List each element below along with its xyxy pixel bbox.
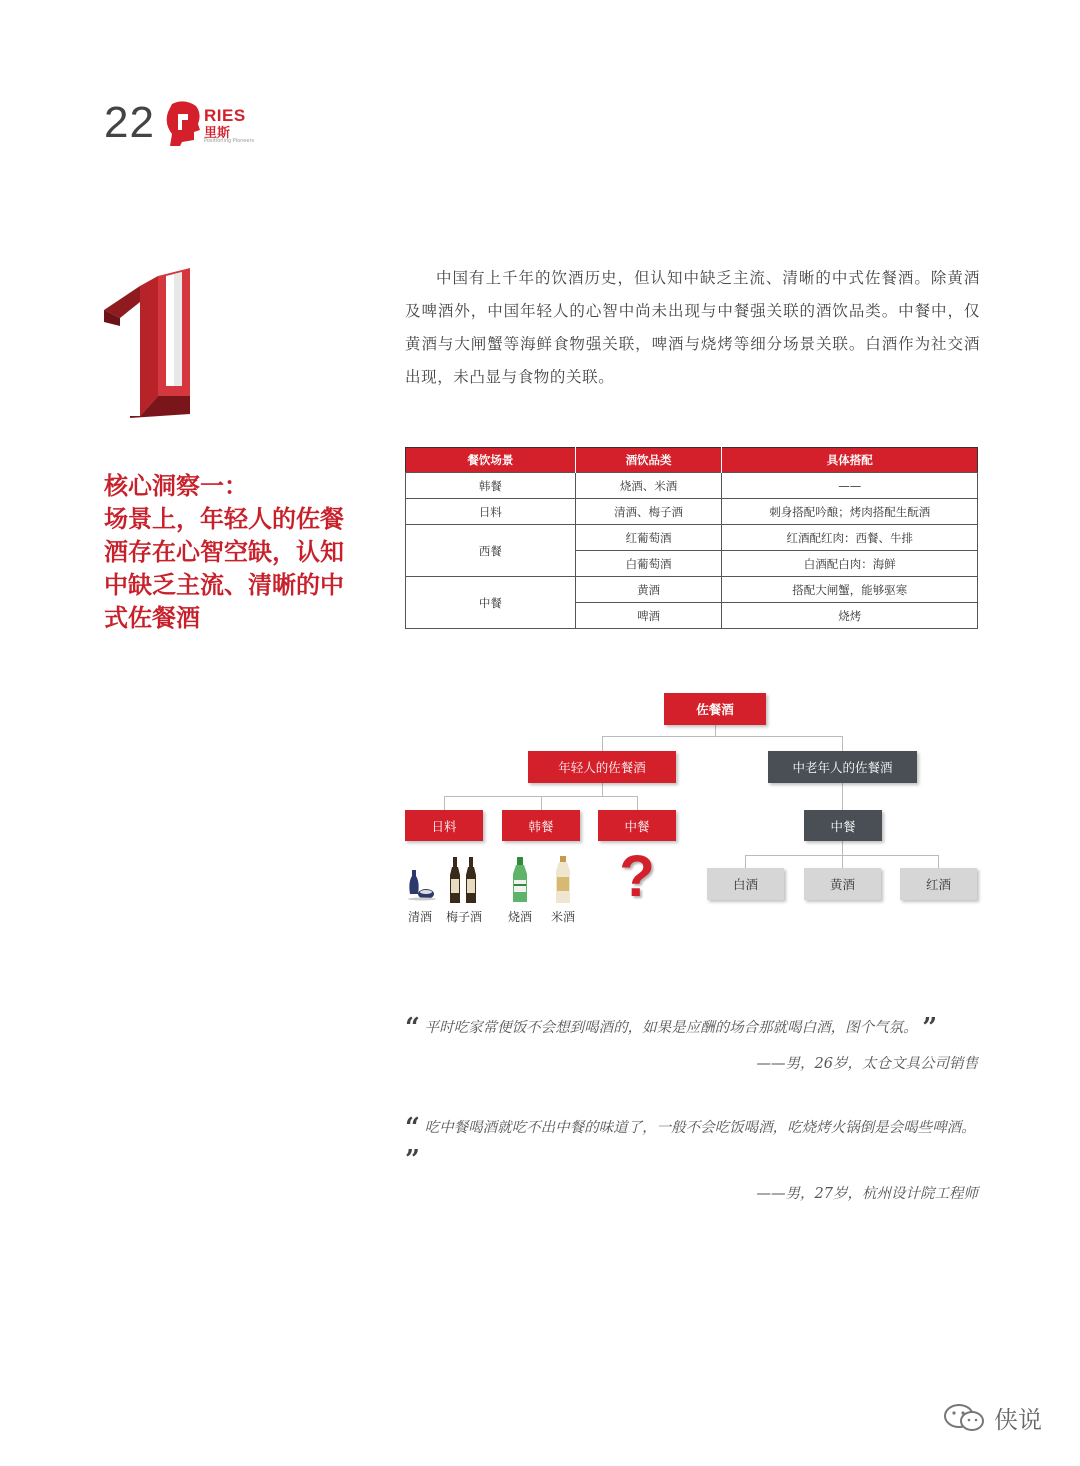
cell-drink: 啤酒 xyxy=(575,603,722,629)
watermark-text: 侠说 xyxy=(994,1406,1042,1434)
table-header-row xyxy=(406,448,978,473)
tree-node-chinese-young: 中餐 xyxy=(598,810,676,841)
cell-pairing: 搭配大闸蟹，能够驱寒 xyxy=(722,577,978,603)
quote-text: 吃中餐喝酒就吃不出中餐的味道了，一般不会吃饭喝酒，吃烧烤火锅倒是会喝些啤酒。 xyxy=(424,1120,976,1136)
cell-scene: 日料 xyxy=(406,499,576,525)
drink-label-soju: 烧酒 xyxy=(507,910,532,924)
close-quote-icon: ” xyxy=(922,1013,938,1043)
insight-line: 核心洞察一： xyxy=(104,472,248,500)
plum-wine-bottles-icon xyxy=(448,855,480,905)
numeral-one-graphic xyxy=(100,266,196,422)
tree-leaf-baijiu: 白酒 xyxy=(707,868,784,900)
wechat-icon xyxy=(942,1403,988,1433)
tree-root: 佐餐酒 xyxy=(664,693,766,725)
ries-head-icon xyxy=(164,100,204,146)
watermark xyxy=(942,1400,1042,1435)
insight-line: 式佐餐酒 xyxy=(104,604,200,632)
drink-label-rice-wine: 米酒 xyxy=(550,910,575,924)
logo-tagline: Positioning Pioneers xyxy=(204,138,255,144)
table-row xyxy=(406,525,978,551)
tree-node-japanese: 日料 xyxy=(405,810,483,841)
cell-drink: 烧酒、米酒 xyxy=(575,473,722,499)
table-row xyxy=(406,577,978,603)
drink-label-sake: 清酒 xyxy=(407,910,432,924)
cell-pairing: —— xyxy=(722,473,978,499)
quote-1 xyxy=(405,1012,980,1044)
pairing-table xyxy=(405,447,978,629)
tree-young: 年轻人的佐餐酒 xyxy=(528,751,676,783)
connector xyxy=(602,736,603,751)
soju-bottle-icon xyxy=(510,856,530,904)
question-mark-icon: ? xyxy=(619,844,655,909)
insight-line: 场景上，年轻人的佐餐 xyxy=(104,505,344,533)
header-pairing: 具体搭配 xyxy=(722,448,978,473)
tree-node-korean: 韩餐 xyxy=(502,810,580,841)
insight-line: 中缺乏主流、清晰的中 xyxy=(104,571,344,599)
connector xyxy=(745,855,746,868)
connector xyxy=(541,796,542,810)
cell-pairing: 红酒配红肉：西餐、牛排 xyxy=(722,525,978,551)
cell-scene: 西餐 xyxy=(406,525,576,577)
drink-label-plum-wine: 梅子酒 xyxy=(445,910,482,924)
connector xyxy=(745,855,939,856)
cell-pairing: 烧烤 xyxy=(722,603,978,629)
quote-attribution: ——男，27岁，杭州设计院工程师 xyxy=(756,1186,978,1202)
close-quote-icon: ” xyxy=(405,1145,420,1175)
intro-paragraph: 中国有上千年的饮酒历史，但认知中缺乏主流、清晰的中式佐餐酒。除黄酒及啤酒外，中国年轻人的心智中尚未出现与中餐强关联的酒饮品类。中餐中，仅黄酒与大闸蟹等海鲜食物强关联，啤酒与烧烤等细分场景关联。白酒作为社交酒出现，未凸显与食物的关联。 xyxy=(405,269,980,386)
connector xyxy=(842,783,843,810)
cell-drink: 红葡萄酒 xyxy=(575,525,722,551)
ries-logo xyxy=(164,100,264,148)
cell-drink: 黄酒 xyxy=(575,577,722,603)
cell-scene: 中餐 xyxy=(406,577,576,629)
cell-drink: 清酒、梅子酒 xyxy=(575,499,722,525)
insight-line: 酒存在心智空缺，认知 xyxy=(104,538,344,566)
connector xyxy=(842,736,843,751)
table-row xyxy=(406,473,978,499)
tree-older: 中老年人的佐餐酒 xyxy=(768,751,917,783)
cell-drink: 白葡萄酒 xyxy=(575,551,722,577)
tree-leaf-redwine: 红酒 xyxy=(900,868,977,900)
quote-attribution: ——男，26岁，太仓文具公司销售 xyxy=(756,1056,978,1072)
cell-pairing: 白酒配白肉：海鲜 xyxy=(722,551,978,577)
insight-heading xyxy=(104,470,364,635)
sake-set-icon xyxy=(406,866,438,902)
header-drink: 酒饮品类 xyxy=(575,448,722,473)
connector xyxy=(938,855,939,868)
open-quote-icon: “ xyxy=(405,1013,420,1043)
quote-text: 平时吃家常便饭不会想到喝酒的，如果是应酬的场合那就喝白酒，图个气氛。 xyxy=(424,1020,918,1036)
quote-2 xyxy=(405,1112,980,1176)
connector xyxy=(602,736,843,737)
tree-node-chinese-older: 中餐 xyxy=(804,810,882,841)
connector xyxy=(637,796,638,810)
cell-scene: 韩餐 xyxy=(406,473,576,499)
connector xyxy=(602,783,603,797)
section-numeral xyxy=(100,266,196,422)
logo-cn: 里斯 xyxy=(204,126,231,141)
open-quote-icon: “ xyxy=(405,1113,420,1143)
logo-en: RIES xyxy=(204,106,246,125)
header-scene: 餐饮场景 xyxy=(406,448,576,473)
table-row xyxy=(406,499,978,525)
tree-leaf-huangjiu: 黄酒 xyxy=(804,868,881,900)
rice-wine-bottle-icon xyxy=(553,855,573,905)
page-number: 22 xyxy=(104,98,155,147)
cell-pairing: 刺身搭配吟酿；烤肉搭配生酛酒 xyxy=(722,499,978,525)
connector xyxy=(444,796,445,810)
